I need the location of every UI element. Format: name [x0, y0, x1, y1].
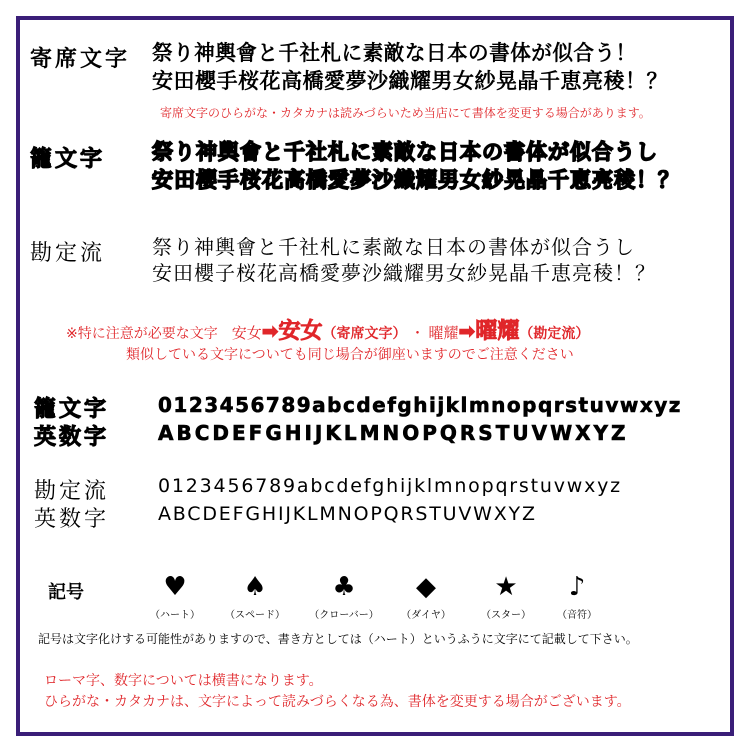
caution-prefix: ※特に注意が必要な文字: [66, 326, 218, 342]
kago-digits-lowercase: 0123456789abcdefghijklmnopqrstuvwxyz: [158, 393, 682, 417]
spade-icon: ♠: [243, 572, 267, 602]
yose-note: 寄席文字のひらがな・カタカナは読みづらいため当店にて書体を変更する場合があります。: [160, 106, 651, 120]
footer-line-2: ひらがな・カタカナは、文字によって読みづらくなる為、書体を変更する場合がございます。: [44, 694, 631, 710]
caution-arrow-icon-2: ➡: [458, 319, 476, 343]
kantei-sample-line-1: 祭り神輿會と千社札に素敵な日本の書体が似合うし: [152, 235, 635, 259]
kago-label: 籠文字: [30, 147, 106, 172]
caution-example-1-after: 安女: [278, 319, 323, 344]
symbol-caption: （ハート）: [150, 610, 200, 621]
symbol-caption: （音符）: [557, 610, 597, 621]
alnum-kago-label-1: 籠文字: [34, 397, 110, 422]
symbol-caption: （クローバー）: [309, 610, 379, 621]
kago-sample-line-2: 安田櫻手桜花高橋愛夢沙織耀男女紗晃晶千恵亮稜！？: [152, 168, 680, 192]
kago-sample-line-1: 祭り神輿會と千社札に素敵な日本の書体が似合うし: [152, 140, 658, 164]
caution-example-2-after: 曜耀: [475, 319, 520, 344]
yose-sample-line-2: 安田櫻手桜花高橋愛夢沙織耀男女紗晃晶千恵亮稜！？: [152, 69, 668, 93]
heart-icon: ♥: [163, 572, 187, 602]
music-note-icon: ♪: [568, 572, 586, 602]
symbol-club: [309, 572, 379, 621]
alnum-kantei-label-1: 勘定流: [34, 479, 110, 504]
star-icon: ★: [494, 572, 518, 602]
footer-line-1: ローマ字、数字については横書になります。: [44, 673, 323, 689]
caution-example-1-before: 安女: [231, 324, 262, 342]
yose-label: 寄席文字: [30, 47, 131, 72]
club-icon: ♣: [332, 572, 356, 602]
kago-uppercase: ABCDEFGHIJKLMNOPQRSTUVWXYZ: [158, 421, 629, 445]
symbol-heart: [140, 572, 210, 621]
symbol-spade: [220, 572, 290, 621]
alnum-kantei-label-2: 英数字: [34, 507, 110, 532]
alnum-kago-label-2: 英数字: [34, 425, 110, 450]
caution-row: [66, 314, 589, 345]
kantei-digits-lowercase: 0123456789abcdefghijklmnopqrstuvwxyz: [158, 475, 622, 497]
kantei-uppercase: ABCDEFGHIJKLMNOPQRSTUVWXYZ: [158, 503, 537, 525]
symbols-note: 記号は文字化けする可能性がありますので、書き方としては（ハート）というふうに文字にて記載して下さい。: [38, 632, 638, 646]
caution-example-2-style: （勘定流）: [519, 326, 590, 342]
yose-sample-line-1: 祭り神輿會と千社札に素敵な日本の書体が似合う！: [152, 41, 637, 65]
caution-arrow-icon: ➡: [261, 319, 279, 343]
caution-line-2: 類似している文字についても同じ場合が御座いますのでご注意ください: [126, 347, 574, 363]
symbols-label: 記号: [48, 582, 84, 603]
kantei-label: 勘定流: [30, 241, 106, 266]
symbol-note: [542, 572, 612, 621]
caution-separator: ・: [410, 326, 425, 342]
symbol-caption: （スペード）: [225, 610, 285, 621]
caution-example-1-style: （寄席文字）: [322, 326, 407, 342]
symbol-star: [471, 572, 541, 621]
symbol-caption: （スター）: [481, 610, 531, 621]
diamond-icon: ◆: [416, 572, 436, 602]
symbol-caption: （ダイヤ）: [401, 610, 451, 621]
symbol-diamond: [391, 572, 461, 621]
kantei-sample-line-2: 安田櫻子桜花高橋愛夢沙織耀男女紗晃晶千恵亮稜！？: [152, 261, 656, 285]
page-frame: [16, 16, 734, 736]
caution-example-2-before: 曜耀: [428, 324, 459, 342]
